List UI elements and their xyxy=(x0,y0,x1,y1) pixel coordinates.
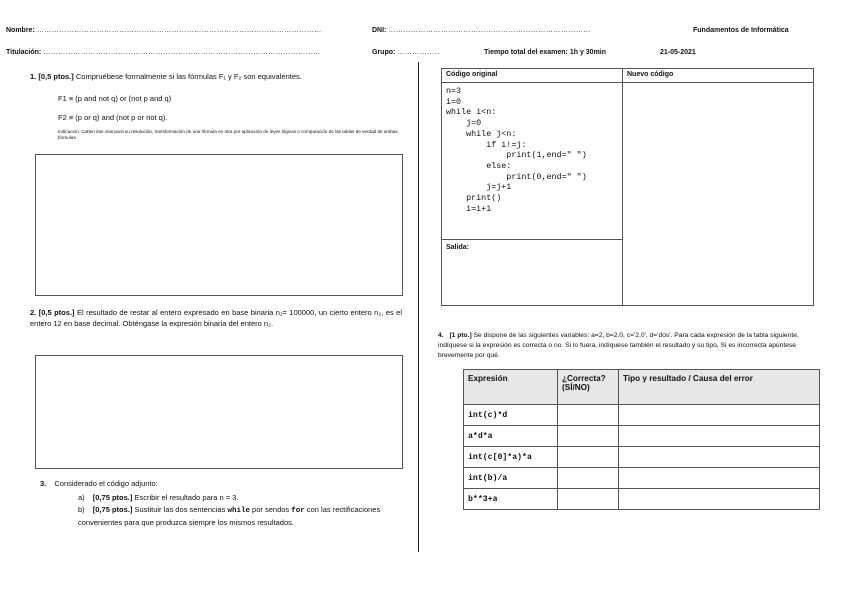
code-line: i=i+1 xyxy=(446,203,492,214)
table-row xyxy=(464,489,820,510)
expression-cell: int(c[0]*a)*a xyxy=(464,447,558,468)
correct-cell[interactable] xyxy=(558,426,619,447)
titulacion-field[interactable]: Titulación: ………………………………………………………………………………………………… xyxy=(6,49,321,56)
q1-hint: Indicación: Caben dos vías para su resolución, transformación de una fórmula en otra por aplicación de leyes lógicas o comparación de las tablas de verdad de ambas fórmulas. xyxy=(58,129,398,141)
code-line: if i!=j: xyxy=(446,139,527,150)
question-3b: b) [0,75 ptos.] Sustituir las dos sentencias while por sendos for con las rectificaciones convenientes para que produzca siempre los mismos resultados. xyxy=(78,505,381,527)
formula-f2: F2 ≡ (p or q) and (not p or not q). xyxy=(58,113,168,122)
question-2: 2. [0,5 ptos.] El resultado de restar al entero expresado en base binaria n₁= 100000, un cierto entero n₂, es el entero 12 en base decimal. Obténgase la expresión binaria del entero n₂. xyxy=(30,308,402,328)
salida-cell[interactable] xyxy=(442,240,623,306)
correct-cell[interactable] xyxy=(558,447,619,468)
question-3a: a) [0,75 ptos.] Escribir el resultado para n = 3. xyxy=(78,493,239,502)
header-tipo: Tipo y resultado / Causa del error xyxy=(619,370,820,405)
question-1: 1. [0,5 ptos.] Compruébese formalmente si las fórmulas F₁ y F₂ son equivalentes. xyxy=(30,72,302,81)
correct-cell[interactable] xyxy=(558,489,619,510)
code-table xyxy=(441,68,814,306)
dni-field[interactable]: DNI: ……………………………………………………………………… xyxy=(372,27,591,34)
code-line: while j<n: xyxy=(446,128,517,139)
code-line: i=0 xyxy=(446,96,462,107)
course-title: Fundamentos de Informática xyxy=(693,27,789,34)
original-code xyxy=(446,86,618,214)
expression-cell: a*d*a xyxy=(464,426,558,447)
expression-cell: int(b)/a xyxy=(464,468,558,489)
expression-cell: b**3+a xyxy=(464,489,558,510)
header-correcta: ¿Correcta? (SÍ/NO) xyxy=(558,370,619,405)
q1-answer-box[interactable] xyxy=(35,154,403,296)
grupo-field[interactable]: Grupo: …………….. xyxy=(372,49,440,56)
col-original-header: Código original xyxy=(442,69,623,83)
expressions-table xyxy=(463,369,820,510)
result-cell[interactable] xyxy=(619,426,820,447)
column-divider xyxy=(418,62,419,552)
nombre-field[interactable]: Nombre: …………………………………………………………………………………………………… xyxy=(6,27,322,34)
expression-cell: int(c)*d xyxy=(464,405,558,426)
result-cell[interactable] xyxy=(619,405,820,426)
header-expresion: Expresión xyxy=(464,370,558,405)
col-new-header: Nuevo código xyxy=(623,69,814,83)
code-line: n=3 xyxy=(446,86,462,96)
correct-cell[interactable] xyxy=(558,405,619,426)
question-4: 4. [1 pto.] Se dispone de las siguientes variables: a=2, b=2.0, c='2,0', d='dos'. Para cada expresión de la tabla siguiente, indíquese si la expresión es correcta o no. Si lo fuera, indíquese también el resultado y su tipo. Si es incorrecta apúntese brevemente por qué. xyxy=(438,332,799,359)
correct-cell[interactable] xyxy=(558,468,619,489)
code-line: j=0 xyxy=(446,118,482,129)
table-row xyxy=(464,426,820,447)
result-cell[interactable] xyxy=(619,468,820,489)
code-line: print() xyxy=(446,193,502,204)
table-row xyxy=(464,447,820,468)
code-line: j=j+1 xyxy=(446,182,512,193)
table-row xyxy=(464,405,820,426)
exam-date: 21-05-2021 xyxy=(660,49,696,56)
question-3: 3. Considerado el código adjunto: xyxy=(40,479,158,488)
code-line: print(1,end=" ") xyxy=(446,150,587,161)
salida-label: Salida: xyxy=(446,244,469,251)
new-code-cell[interactable] xyxy=(623,83,814,306)
table-row xyxy=(464,468,820,489)
formula-f1: F1 ≡ (p and not q) or (not p and q) xyxy=(58,94,172,103)
code-line: print(0,end=" ") xyxy=(446,171,587,182)
result-cell[interactable] xyxy=(619,447,820,468)
original-code-cell xyxy=(442,83,623,240)
q2-answer-box[interactable] xyxy=(35,355,403,469)
code-line: else: xyxy=(446,160,512,171)
exam-time: Tiempo total del examen: 1h y 30min xyxy=(484,49,607,56)
result-cell[interactable] xyxy=(619,489,820,510)
code-line: while i<n: xyxy=(446,107,497,118)
